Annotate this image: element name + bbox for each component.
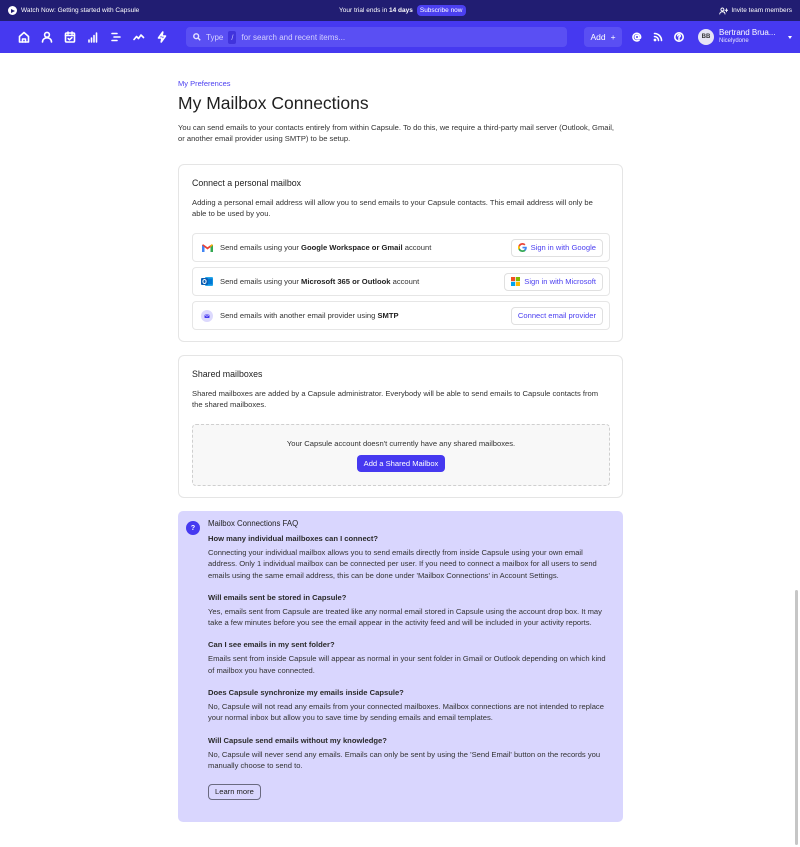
provider-row-google xyxy=(192,233,610,262)
personal-mailbox-description: Adding a personal email address will allow you to send emails to your Capsule contacts. This email address will only be able to be used by you. xyxy=(192,198,593,219)
search-icon xyxy=(193,33,201,41)
sign-in-google-button[interactable] xyxy=(511,239,603,257)
promo-bar xyxy=(0,0,800,21)
faq-item xyxy=(208,534,610,581)
faq-question: Can I see emails in my sent folder? xyxy=(208,640,335,650)
faq-question: Does Capsule synchronize my emails inside Capsule? xyxy=(208,688,404,698)
chevron-down-icon xyxy=(788,36,792,39)
nav-workflow[interactable] xyxy=(150,21,173,53)
faq-title: Mailbox Connections FAQ xyxy=(208,519,299,528)
faq-question: How many individual mailboxes can I connect? xyxy=(208,534,379,543)
gmail-icon xyxy=(201,242,213,254)
shared-mailboxes-empty-state xyxy=(192,424,610,486)
trial-prefix: Your trial ends in xyxy=(339,7,389,14)
nav-icons xyxy=(0,21,173,53)
add-user-icon xyxy=(719,7,728,15)
connect-email-provider-button[interactable]: Connect email provider xyxy=(511,307,603,325)
help-circle-icon xyxy=(674,32,684,42)
outlook-icon xyxy=(201,276,213,288)
faq-answer: No, Capsule will not read any emails from your connected mailboxes. Mailbox connections are not intended to replace your normal inbox but allow you to save time by sending emails and email templates. xyxy=(208,702,604,723)
faq-answer: Yes, emails sent from Capsule are treated like any normal email stored in Capsule using the account drop box. It may take a few minutes before you see the email appear in the activity feed and will be included in your activity reports. xyxy=(208,606,602,628)
faq-item xyxy=(208,593,610,629)
shared-mailboxes-description: Shared mailboxes are added by a Capsule administrator. Everybody will be able to send emails to Capsule contacts from the shared mailboxes. xyxy=(192,389,599,410)
subscribe-button[interactable]: Subscribe now xyxy=(417,5,466,16)
home-icon xyxy=(18,31,30,43)
main-navbar xyxy=(0,21,800,53)
search-input[interactable] xyxy=(186,27,567,47)
faq-question: Will emails sent be stored in Capsule? xyxy=(208,592,347,602)
avatar: BB xyxy=(698,29,714,45)
add-shared-mailbox-button[interactable]: Add a Shared Mailbox xyxy=(357,455,446,472)
lightning-icon xyxy=(156,31,168,43)
nav-calendar[interactable] xyxy=(58,21,81,53)
provider-text-google: Send emails using your Google Workspace or Gmail account xyxy=(220,243,432,252)
play-icon xyxy=(8,6,17,15)
trend-icon xyxy=(133,31,145,43)
help-button[interactable] xyxy=(669,27,689,47)
person-icon xyxy=(41,31,53,43)
shared-mailboxes-card xyxy=(178,355,623,498)
sign-in-microsoft-label: Sign in with Microsoft xyxy=(524,277,596,286)
search-placeholder: for search and recent items... xyxy=(241,32,346,42)
microsoft-icon xyxy=(511,277,520,286)
faq-item xyxy=(208,736,610,772)
nav-projects[interactable] xyxy=(104,21,127,53)
search-shortcut: / xyxy=(228,31,236,44)
empty-state-text: Your Capsule account doesn't currently have any shared mailboxes. xyxy=(286,438,516,448)
trial-notice xyxy=(339,0,466,21)
plus-icon: + xyxy=(610,32,616,42)
calendar-check-icon xyxy=(64,31,76,43)
provider-text-microsoft: Send emails using your Microsoft 365 or Outlook account xyxy=(220,277,420,286)
page-intro: You can send emails to your contacts entirely from within Capsule. To do this, we require a third-party mail server (Outlook, Gmail, or another email provider using SMTP) to be setup. xyxy=(178,123,614,144)
invite-team-button[interactable] xyxy=(719,0,792,21)
faq-answer: Emails sent from inside Capsule will appear as normal in your sent folder in Gmail or Outlook depending on which kind of mailbox you have connected. xyxy=(208,654,606,675)
bar-chart-icon xyxy=(87,31,99,43)
add-label: Add xyxy=(590,32,606,42)
feed-button[interactable] xyxy=(648,27,668,47)
provider-text-smtp: Send emails with another email provider using SMTP xyxy=(220,311,399,320)
user-org: Nicelydone xyxy=(719,38,749,45)
faq-answer: Connecting your individual mailbox allows you to send emails directly from inside Capsule using your own email address. Only 1 individual mailbox can be connected per user. If you need to connect a mailbox for all users to send emails using the same email address, this can be done under 'Mailbox Connections' in Account Settings. xyxy=(208,548,597,580)
trial-days: 14 days xyxy=(389,7,413,14)
user-name: Bertrand Brua... xyxy=(719,28,776,38)
learn-more-button[interactable]: Learn more xyxy=(208,784,261,800)
sign-in-microsoft-button[interactable] xyxy=(504,273,603,291)
faq-item xyxy=(208,640,610,676)
breadcrumb-my-preferences[interactable]: My Preferences xyxy=(178,79,231,88)
nav-people[interactable] xyxy=(35,21,58,53)
at-sign-icon xyxy=(632,32,642,42)
nav-pipeline[interactable] xyxy=(81,21,104,53)
nav-reports[interactable] xyxy=(127,21,150,53)
shared-mailboxes-title: Shared mailboxes xyxy=(192,369,263,379)
provider-row-microsoft xyxy=(192,267,610,296)
faq-answer: No, Capsule will never send any emails. Emails can only be sent by using the 'Send Email' button on the records you manually choose to send to. xyxy=(208,749,601,770)
page-title: My Mailbox Connections xyxy=(178,93,369,113)
question-icon: ? xyxy=(186,521,200,535)
projects-icon xyxy=(110,31,122,43)
user-menu[interactable] xyxy=(698,25,792,49)
watch-video-label: Watch Now: Getting started with Capsule xyxy=(21,7,140,14)
faq-question: Will Capsule send emails without my knowledge? xyxy=(208,735,387,745)
scrollbar-thumb[interactable] xyxy=(795,590,798,845)
personal-mailbox-card xyxy=(178,164,623,342)
search-prefix: Type xyxy=(206,32,224,42)
add-button[interactable] xyxy=(584,27,622,47)
rss-icon xyxy=(653,32,663,42)
user-info xyxy=(719,29,775,44)
mentions-button[interactable] xyxy=(627,27,647,47)
faq-item xyxy=(208,688,610,724)
sign-in-google-label: Sign in with Google xyxy=(530,243,596,252)
personal-mailbox-title: Connect a personal mailbox xyxy=(192,178,302,188)
nav-home[interactable] xyxy=(12,21,35,53)
provider-row-smtp xyxy=(192,301,610,330)
watch-video-link[interactable] xyxy=(8,6,139,15)
invite-team-label: Invite team members xyxy=(731,7,792,14)
smtp-mail-icon xyxy=(201,310,213,322)
faq-panel xyxy=(178,511,623,822)
google-icon xyxy=(518,243,527,252)
